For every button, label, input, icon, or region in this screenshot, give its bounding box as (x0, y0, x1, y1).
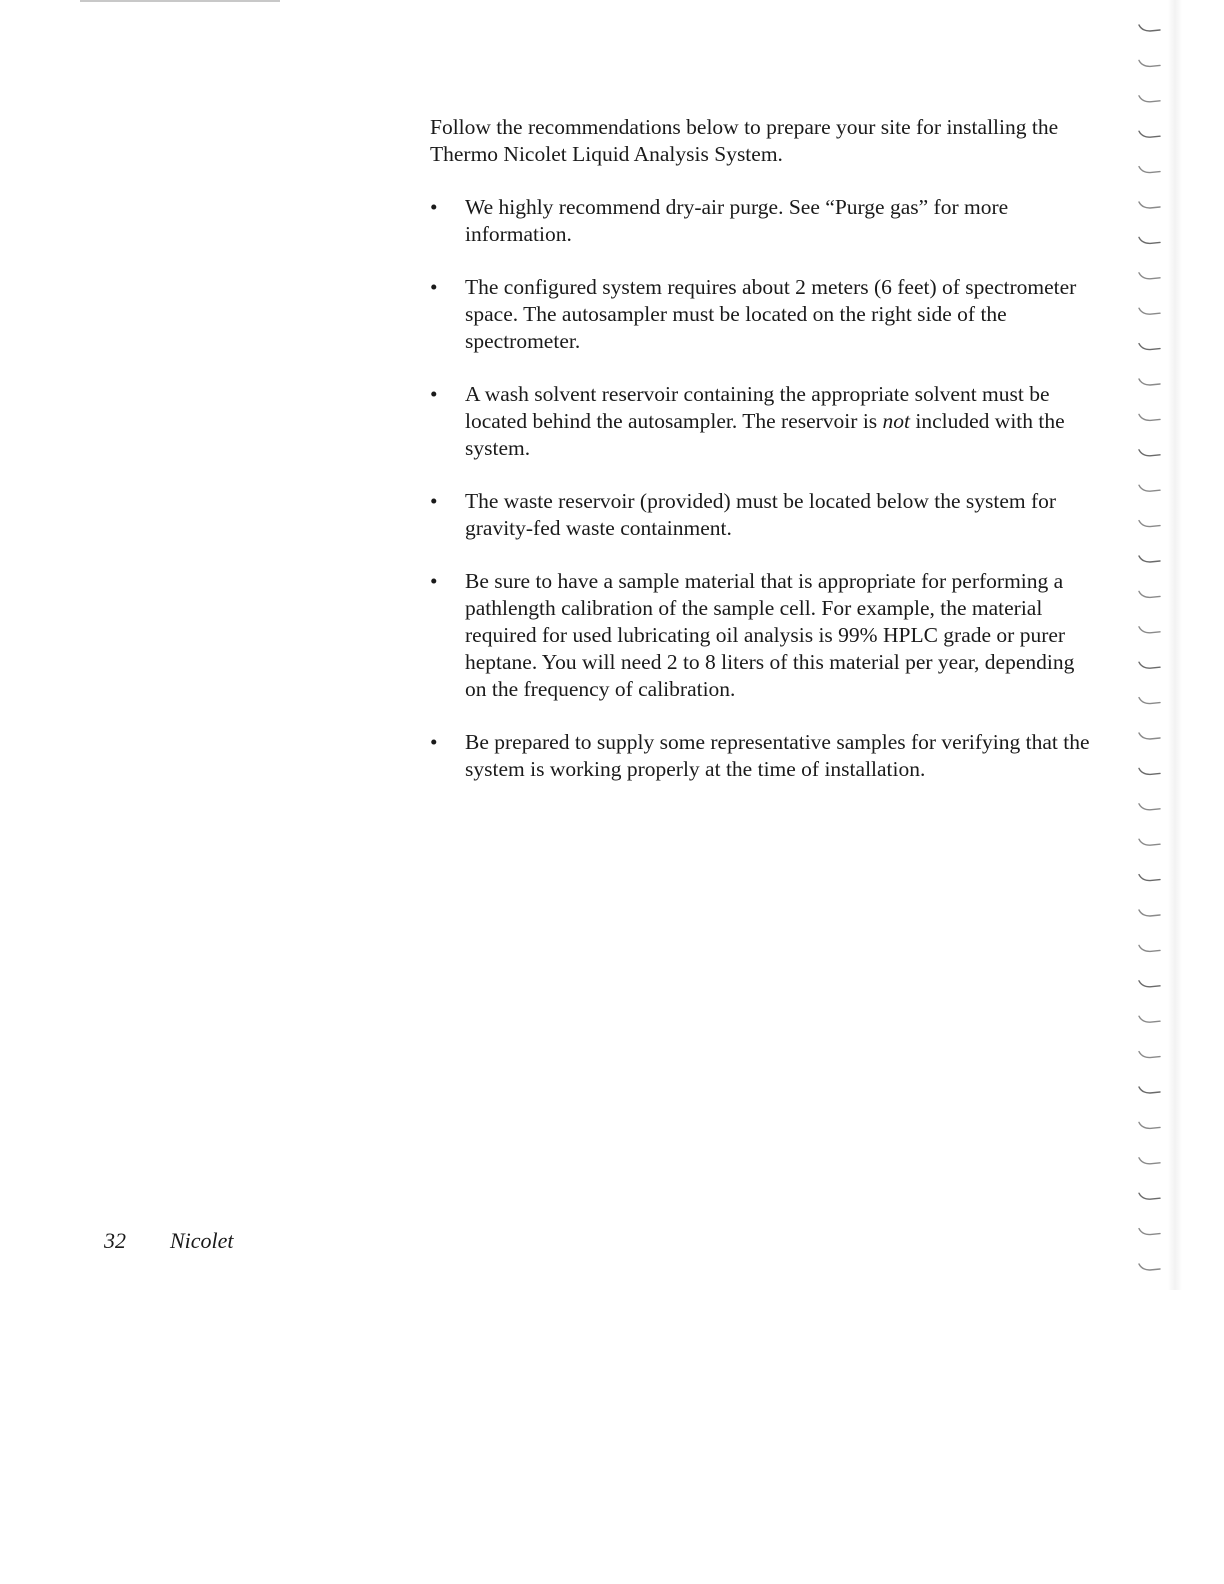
recommendation-list (430, 194, 1100, 783)
footer-brand: Nicolet (170, 1228, 234, 1253)
binding-hole-mark (1139, 875, 1160, 881)
binding-hole-mark (1139, 1158, 1160, 1164)
binding-hole-mark (1139, 25, 1160, 31)
bullet-icon: • (430, 275, 438, 299)
binding-hole-mark (1139, 60, 1160, 66)
binding-hole-mark (1139, 1016, 1160, 1022)
binding-marks-graphic (1136, 10, 1166, 1290)
list-item (430, 194, 1100, 248)
emphasis-text: not (882, 409, 911, 433)
binding-hole-mark (1139, 910, 1160, 916)
binding-hole-mark (1139, 733, 1160, 739)
list-item-text: We highly recommend dry-air purge. See “Purge gas” for more information. (465, 195, 1009, 246)
page-number: 32 (104, 1228, 126, 1253)
list-item (430, 381, 1100, 462)
binding-hole-mark (1139, 273, 1160, 279)
binding-hole-mark (1139, 804, 1160, 810)
binding-hole-mark (1139, 414, 1160, 420)
binding-hole-mark (1139, 485, 1160, 491)
top-rule (80, 0, 280, 2)
binding-hole-mark (1139, 627, 1160, 633)
list-item-text: Be prepared to supply some representative samples for verifying that the system is working properly at the time of installation. (465, 730, 1090, 781)
binding-hole-mark (1139, 591, 1160, 597)
binding-hole-mark (1139, 768, 1160, 774)
list-item-text: Be sure to have a sample material that is appropriate for performing a pathlength calibration of the sample cell. For example, the material required for used lubricating oil analysis is 99% HPLC grade or purer heptane. You will need 2 to 8 liters of this material per year, depending on the frequency of calibration. (465, 569, 1075, 701)
binding-hole-mark (1139, 662, 1160, 668)
binding-hole-mark (1139, 1264, 1160, 1270)
bullet-icon: • (430, 382, 438, 406)
binding-hole-mark (1139, 202, 1160, 208)
bullet-icon: • (430, 730, 438, 754)
binding-hole-mark (1139, 1193, 1160, 1199)
binding-hole-mark (1139, 344, 1160, 350)
list-item-text-before: A wash solvent reservoir containing the appropriate solvent must be located behind the autosampler. The reservoir is (465, 382, 1050, 433)
main-content (430, 114, 1100, 809)
binding-hole-mark (1139, 521, 1160, 527)
binding-hole-mark (1139, 1052, 1160, 1058)
list-item-text: The configured system requires about 2 meters (6 feet) of spectrometer space. The autosampler must be located on the right side of the spectrometer. (465, 275, 1077, 353)
binding-hole-mark (1139, 698, 1160, 704)
list-item (430, 488, 1100, 542)
binding-edge-shadow (1168, 0, 1182, 1290)
list-item (430, 274, 1100, 355)
binding-hole-mark (1139, 981, 1160, 987)
list-item-text-after: included with the system. (465, 409, 1065, 460)
binding-hole-mark (1139, 1087, 1160, 1093)
bullet-icon: • (430, 569, 438, 593)
intro-paragraph: Follow the recommendations below to prepare your site for installing the Thermo Nicolet Liquid Analysis System. (430, 115, 1059, 166)
bullet-icon: • (430, 489, 438, 513)
binding-hole-mark (1139, 945, 1160, 951)
page-footer (104, 1228, 234, 1254)
binding-hole-mark (1139, 839, 1160, 845)
binding-hole-mark (1139, 167, 1160, 173)
binding-hole-mark (1139, 556, 1160, 562)
binding-hole-mark (1139, 1229, 1160, 1235)
binding-hole-mark (1139, 450, 1160, 456)
binding-hole-mark (1139, 1122, 1160, 1128)
binding-hole-mark (1139, 131, 1160, 137)
list-item (430, 729, 1100, 783)
binding-hole-mark (1139, 308, 1160, 314)
binding-hole-mark (1139, 96, 1160, 102)
list-item-text (465, 382, 1065, 460)
list-item-text: The waste reservoir (provided) must be located below the system for gravity-fed waste containment. (465, 489, 1057, 540)
binding-hole-mark (1139, 379, 1160, 385)
bullet-icon: • (430, 195, 438, 219)
list-item (430, 568, 1100, 703)
binding-holes (1136, 10, 1166, 1290)
binding-hole-mark (1139, 237, 1160, 243)
